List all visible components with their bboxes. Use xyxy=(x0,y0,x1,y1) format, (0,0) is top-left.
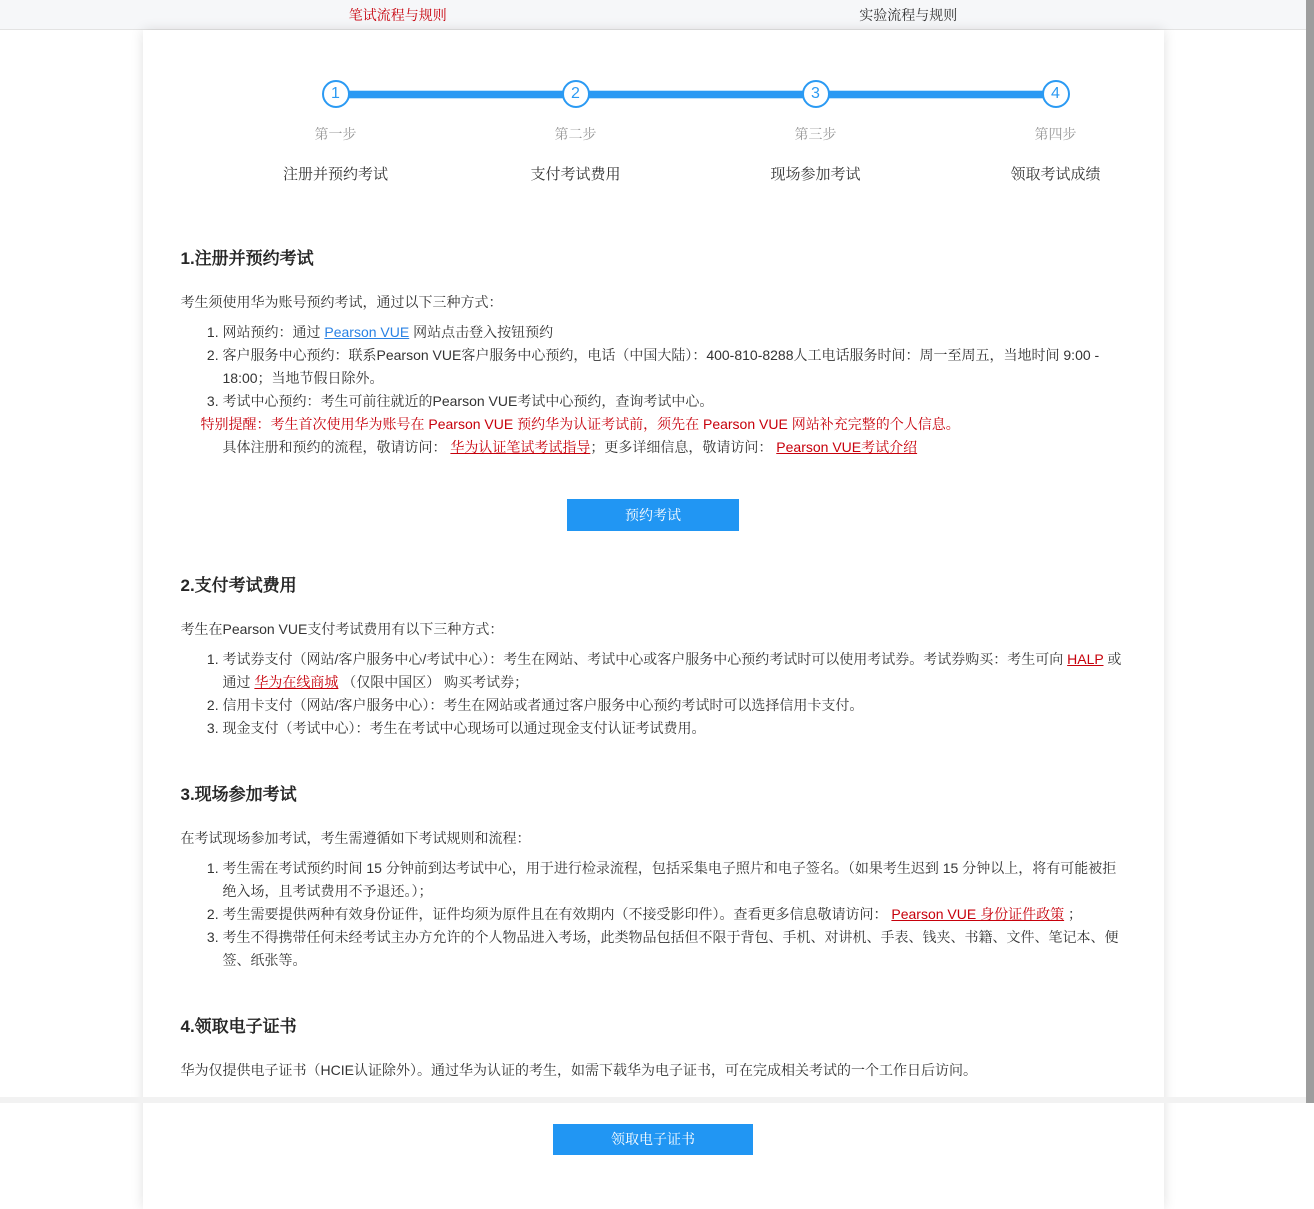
text-run: 具体注册和预约的流程，敬请访问： xyxy=(222,439,451,455)
tab-lab-exam-process[interactable]: 实验流程与规则 xyxy=(859,6,958,23)
stepper-step-2 xyxy=(496,80,656,184)
book-exam-button[interactable]: 预约考试 xyxy=(567,499,739,531)
guide-links-note xyxy=(223,436,1126,459)
text-run: 信用卡支付（网站/客户服务中心）：考生在网站或者通过客户服务中心预约考试时可以选择信用卡支付。 xyxy=(222,697,864,713)
section-4-intro: 华为仅提供电子证书（HCIE认证除外）。通过华为认证的考生，如需下载华为电子证书，可在完成相关考试的一个工作日后访问。 xyxy=(180,1062,977,1078)
text-run: ；更多详细信息，敬请访问： xyxy=(590,439,777,455)
list-item xyxy=(223,321,1126,344)
stepper-step-4 xyxy=(976,80,1136,184)
huawei-online-mall-link[interactable]: 华为在线商城 xyxy=(254,674,339,690)
list-item xyxy=(223,390,1126,413)
step-1-label: 第一步 xyxy=(314,126,357,142)
section-3-list xyxy=(181,857,1126,972)
list-item xyxy=(223,648,1126,694)
section-2-list xyxy=(181,648,1126,740)
book-exam-button-row xyxy=(181,459,1126,531)
step-4-title: 领取考试成绩 xyxy=(1010,166,1101,183)
horizontal-scrollbar-track xyxy=(0,1097,1314,1103)
step-1-title: 注册并预约考试 xyxy=(282,166,388,183)
text-run: 现金支付（考试中心）：考生在考试中心现场可以通过现金支付认证考试费用。 xyxy=(222,720,706,736)
top-tab-bar xyxy=(0,0,1306,30)
section-2-heading: 2.支付考试费用 xyxy=(180,576,297,595)
get-certificate-button-row xyxy=(181,1082,1126,1155)
text-run: 特别提醒：考生首次使用华为账号在 Pearson VUE 预约华为认证考试前，须先在 Pearson VUE 网站补充完整的个人信息。 xyxy=(200,416,960,432)
section-2-intro: 考生在Pearson VUE支付考试费用有以下三种方式： xyxy=(180,621,504,637)
section-1-heading: 1.注册并预约考试 xyxy=(180,249,314,268)
list-item xyxy=(223,903,1126,926)
step-3-title: 现场参加考试 xyxy=(770,166,861,183)
section-1-list xyxy=(181,321,1126,413)
step-2-label: 第二步 xyxy=(554,126,597,142)
list-item xyxy=(223,926,1126,972)
list-item xyxy=(223,344,1126,390)
tab-written-exam-process[interactable]: 笔试流程与规则 xyxy=(348,6,447,23)
step-1-circle: 1 xyxy=(322,80,350,108)
halp-link[interactable]: HALP xyxy=(1067,651,1104,667)
list-item xyxy=(223,857,1126,903)
text-run: 考试中心预约：考生可前往就近的Pearson VUE考试中心预约，查询考试中心。 xyxy=(222,393,714,409)
section-1-intro: 考生须使用华为账号预约考试，通过以下三种方式： xyxy=(180,294,503,310)
tab-bar-inner xyxy=(143,0,1164,29)
special-reminder-note xyxy=(201,413,1126,436)
vertical-scrollbar[interactable] xyxy=(1306,0,1314,1103)
step-2-title: 支付考试费用 xyxy=(530,166,621,183)
section-3-heading: 3.现场参加考试 xyxy=(180,785,297,804)
text-run: 网站预约：通过 xyxy=(222,324,325,340)
section-4-heading: 4.领取电子证书 xyxy=(180,1017,297,1036)
step-4-label: 第四步 xyxy=(1034,126,1077,142)
text-run: 考试券支付（网站/客户服务中心/考试中心）：考生在网站、考试中心或客户服务中心预约考试时可以使用考试券。考试券购买：考生可向 xyxy=(222,651,1068,667)
list-item xyxy=(223,717,1126,740)
step-3-circle: 3 xyxy=(802,80,830,108)
step-2-circle: 2 xyxy=(562,80,590,108)
pearson-exam-intro-link[interactable]: Pearson VUE考试介绍 xyxy=(776,439,918,455)
text-run: ； xyxy=(1064,906,1082,922)
text-run: （仅限中国区） 购买考试券； xyxy=(338,674,529,690)
text-run: 考生需要提供两种有效身份证件，证件均须为原件且在有效期内（不接受影印件）。查看更多信息敬请访问： xyxy=(222,906,892,922)
id-policy-link[interactable]: Pearson VUE 身份证件政策 xyxy=(891,906,1065,922)
stepper-step-1 xyxy=(256,80,416,184)
list-item xyxy=(223,694,1126,717)
section-get-e-certificate xyxy=(181,1012,1126,1155)
text-run: 客户服务中心预约：联系Pearson VUE客户服务中心预约，电话（中国大陆）：400-810-8288人工电话服务时间：周一至周五，当地时间 9:00 - 18:00；当地节假日除外。 xyxy=(222,347,1100,386)
stepper-connector-line xyxy=(336,91,1056,98)
content-card xyxy=(143,30,1164,1209)
written-exam-guide-link[interactable]: 华为认证笔试考试指导 xyxy=(450,439,591,455)
text-run: 考生需在考试预约时间 15 分钟前到达考试中心，用于进行检录流程，包括采集电子照片和电子签名。（如果考生迟到 15 分钟以上，将有可能被拒绝入场，且考试费用不予退还。）； xyxy=(222,860,1117,899)
text-run: 考生不得携带任何未经考试主办方允许的个人物品进入考场，此类物品包括但不限于背包、手机、对讲机、手表、钱夹、书籍、文件、笔记本、便签、纸张等。 xyxy=(222,929,1119,968)
section-register-and-book xyxy=(181,244,1126,531)
section-attend-exam-onsite xyxy=(181,780,1126,972)
section-3-intro: 在考试现场参加考试，考生需遵循如下考试规则和流程： xyxy=(180,830,531,846)
section-pay-exam-fee xyxy=(181,571,1126,740)
step-4-circle: 4 xyxy=(1042,80,1070,108)
step-3-label: 第三步 xyxy=(794,126,837,142)
pearson-vue-link[interactable]: Pearson VUE xyxy=(324,324,410,340)
get-certificate-button[interactable]: 领取电子证书 xyxy=(553,1124,753,1155)
text-run: 网站点击登入按钮预约 xyxy=(409,324,554,340)
exam-process-stepper xyxy=(256,80,1136,204)
text-run: 或通过 xyxy=(222,651,1122,690)
stepper-step-3 xyxy=(736,80,896,184)
